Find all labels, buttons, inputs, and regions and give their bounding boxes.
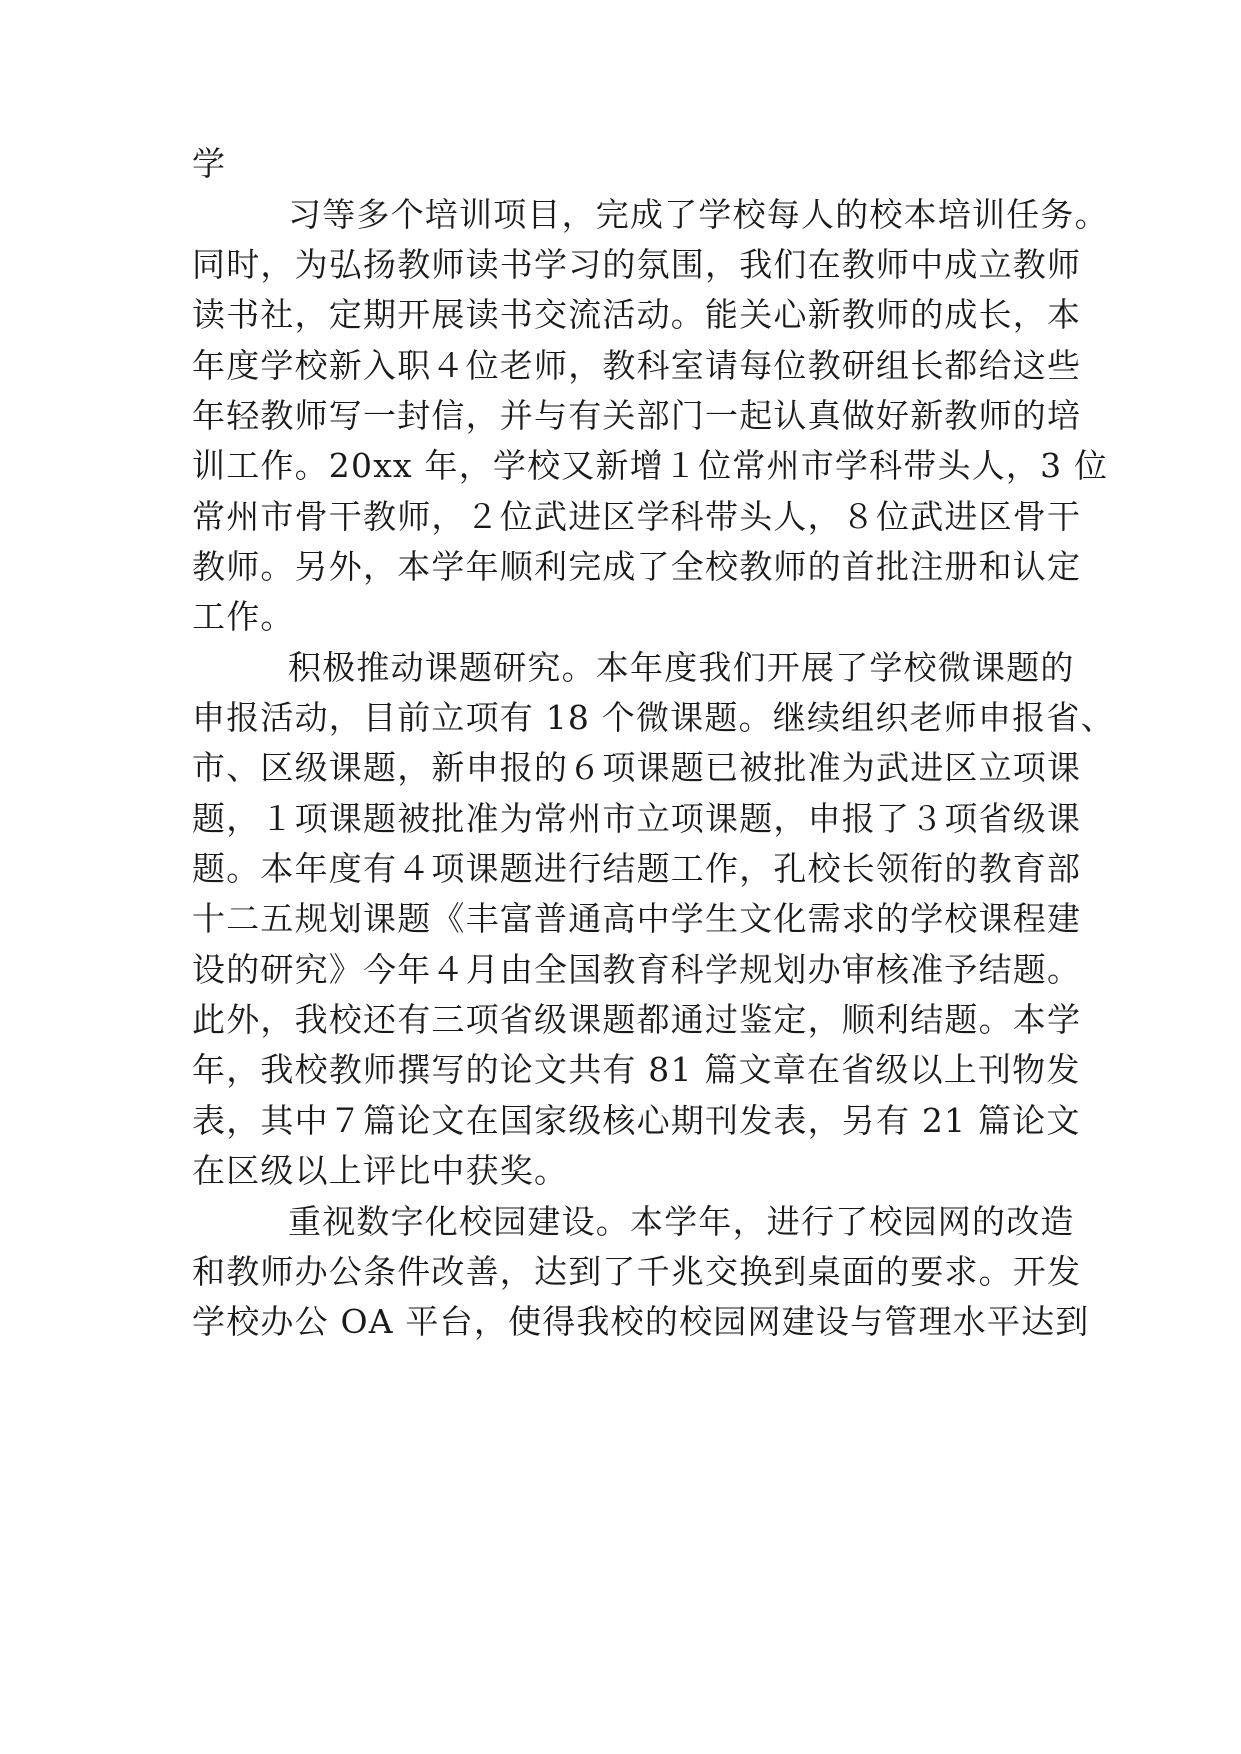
text-line: 年轻教师写一封信，并与有关部门一起认真做好新教师的培	[192, 396, 1082, 435]
text-line: 教师。另外，本学年顺利完成了全校教师的首批注册和认定	[192, 547, 1082, 586]
paragraph-first-line: 积极推动课题研究。本年度我们开展了学校微课题的	[288, 648, 1075, 687]
text-line: 年度学校新入职４位老师，教科室请每位教研组长都给这些	[192, 346, 1082, 385]
text-line: 读书社，定期开展读书交流活动。能关心新教师的成长，本	[192, 295, 1082, 334]
text-line: 题。本年度有４项课题进行结题工作，孔校长领衔的教育部	[192, 849, 1082, 888]
text-line: 表，其中７篇论文在国家级核心期刊发表，另有 21 篇论文	[192, 1101, 1081, 1140]
text-line: 和教师办公条件改善，达到了千兆交换到桌面的要求。开发	[192, 1252, 1082, 1291]
paragraph-first-line: 重视数字化校园建设。本学年，进行了校园网的改造	[288, 1202, 1075, 1241]
text-line: 在区级以上评比中获奖。	[192, 1151, 569, 1190]
text-line: 训工作。20xx 年，学校又新增１位常州市学科带头人，3 位	[192, 446, 1109, 485]
text-line: 市、区级课题，新申报的６项课题已被批准为武进区立项课	[192, 748, 1082, 787]
text-line: 年，我校教师撰写的论文共有 81 篇文章在省级以上刊物发	[192, 1050, 1081, 1089]
text-line: 同时，为弘扬教师读书学习的氛围，我们在教师中成立教师	[192, 245, 1082, 284]
paragraph-first-line: 习等多个培训项目，完成了学校每人的校本培训任务。	[288, 195, 1109, 234]
text-line: 学校办公 OA 平台，使得我校的校园网建设与管理水平达到	[192, 1302, 1090, 1341]
text-line: 题，１项课题被批准为常州市立项课题，申报了３项省级课	[192, 799, 1082, 838]
text-line: 工作。	[192, 597, 295, 636]
text-line: 十二五规划课题《丰富普通高中学生文化需求的学校课程建	[192, 899, 1082, 938]
text-line: 此外，我校还有三项省级课题都通过鉴定，顺利结题。本学	[192, 1000, 1082, 1039]
text-line: 申报活动，目前立项有 18 个微课题。继续组织老师申报省、	[192, 698, 1115, 737]
text-line: 学	[192, 144, 227, 183]
text-line: 设的研究》今年４月由全国教育科学规划办审核准予结题。	[192, 950, 1082, 989]
text-line: 常州市骨干教师，２位武进区学科带头人，８位武进区骨干	[192, 497, 1082, 536]
